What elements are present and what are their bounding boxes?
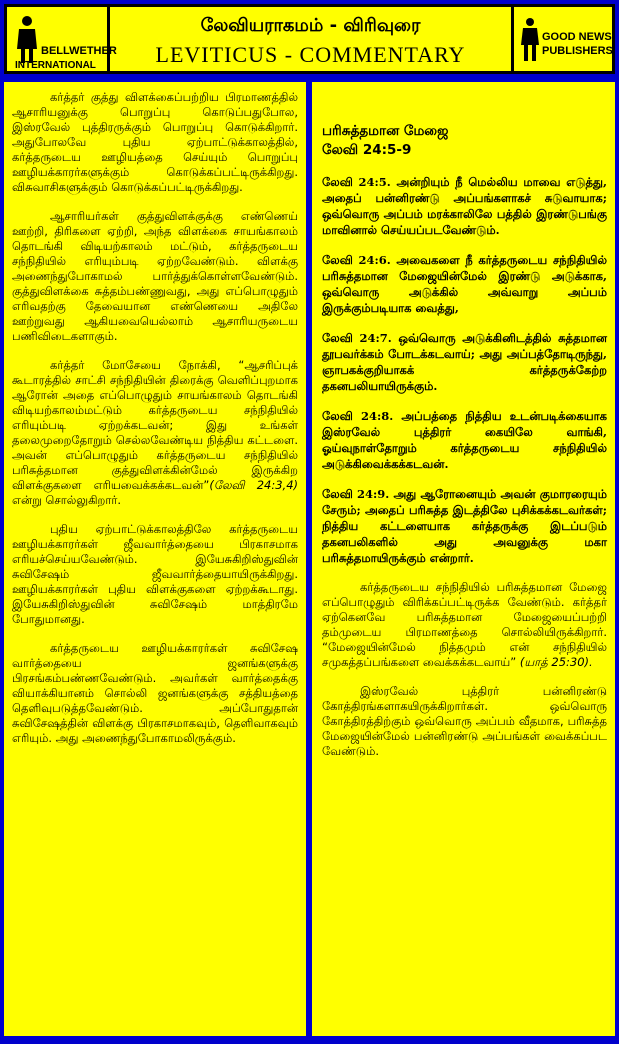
logo-left-line2: INTERNATIONAL [15,60,96,71]
commentary-paragraph-1 [322,580,607,670]
logo-right-line1: GOOD NEWS [542,31,612,43]
commentary-paragraph-2: இஸ்ரவேல் புத்திரர் பன்னிரண்டு கோத்திரங்களாகயிருக்கிறார்கள். ஒவ்வொரு கோத்திரத்திற்கும் ஒவ்வொரு அப்பம் வீதமாக, பரிசுத்த மேஜையின்மேல் பன்னிரண்டு அப்பங்கள் வைக்கப்பட வேண்டும். [322,684,607,758]
left-paragraph-4: புதிய ஏற்பாட்டுக்காலத்திலே கர்த்தருடைய ஊழியக்காரர்கள் ஜீவவார்த்தையை பிரகாசமாக எரியச்செய்யவேண்டும். இயேசுகிறிஸ்துவின் சுவிசேஷம் ஜீவவார்த்தையாயிருக்கிறது. ஊழியக்காரர்கள் புதிய விளக்குகளை ஏற்றக்கூடாது. இயேசுகிறிஸ்துவின் சுவிசேஷம் மாத்திரமே போதுமானது. [12,522,298,626]
right-column [312,82,615,1036]
logo-left-line1: BELLWETHER [41,45,117,57]
verse-24-7: லேவி 24:7. ஒவ்வொரு அடுக்கினிடத்தில் சுத்தமான தூபவர்க்கம் போடக்கடவாய்; அது அப்பத்தோடிருந்து, ஞாபகக்குறியாகக் கர்த்தருக்கேற்ற தகனபலியாயிருக்கும். [322,331,607,393]
logo-right-line2: PUBLISHERS [542,45,613,57]
left-column [4,82,306,1036]
quote-text: கர்த்தர் மோசேயை நோக்கி, “ஆசரிப்புக் கூடாரத்தில் சாட்சி சந்நிதியின் திரைக்கு வெளிப்புறமாக ஆரோன் அதை எப்பொழுதும் சாயங்காலம் தொடங்கி விடியற்காலம்மட்டும் கர்த்தருடைய சந்நிதியில் எரியும்படி ஏற்றக்கடவன்; இது உங்கள் தலைமுறைதோறும் செல்லவேண்டிய நித்திய கட்டளை. அவன் எப்பொழுதும் கர்த்தருடைய சந்நிதியில் பரிசுத்தமான குத்துவிளக்கின்மேல் இருக்கிற விளக்குகளை எரியவைக்கக்கடவன்” [12,358,298,492]
good-news-logo[interactable] [511,4,615,74]
scripture-reference: (லேவி 24:3,4) [209,478,298,492]
left-paragraph-2: ஆசாரியர்கள் குத்துவிளக்குக்கு எண்ணெய் ஊற்றி, திரிகளை ஏற்றி, அந்த விளக்கை சாயங்காலம் தொடங்கி விடியற்காலம் மட்டும், கர்த்தருடைய சந்நிதியில் எரியும்படி ஏற்றவேண்டும். விளக்கு அணைந்துபோகாமல் பார்த்துக்கொள்ளவேண்டும். குத்துவிளக்கை சுத்தம்பண்ணுவது, அது எப்பொழுதும் எரிவதற்கு தேவையான எண்ணெயை அதிலே ஊற்றுவது ஆகியவையெல்லாம் ஆசாரியருடைய பணிவிடைகளாகும். [12,209,298,343]
section-title-line2: லேவி 24:5-9 [322,142,412,158]
figure-icon [520,17,540,63]
title-english: LEVITICUS - COMMENTARY [155,42,466,67]
section-title-line1: பரிசுத்தமான மேஜை [322,123,449,139]
bell-figure-icon [15,15,39,65]
verse-24-5: லேவி 24:5. அன்றியும் நீ மெல்லிய மாவை எடுத்து, அதைப் பன்னிரண்டு அப்பங்களாகச் சுடுவாயாக; ஒவ்வொரு அப்பம் மரக்காலிலே பத்தில் இரண்டுபங்கு மாவினால் செய்யப்படவேண்டும். [322,175,607,237]
left-paragraph-3 [12,358,298,508]
commentary-text-1: கர்த்தருடைய சந்நிதியில் பரிசுத்தமான மேஜை எப்பொழுதும் விரிக்கப்பட்டிருக்க வேண்டும். கர்த்தர் ஏற்கெனவே பரிசுத்தமான மேஜையைப்பற்றி தம்முடைய பிரமாணத்தை சொல்லியிருக்கிறார். “மேஜையின்மேல் நித்தமும் என் சந்நிதியில் சமுகத்தப்பங்களை வைக்கக்கடவாய்” [322,580,607,669]
bellwether-logo[interactable] [4,4,117,74]
left-paragraph-1: கர்த்தர் குத்து விளக்கைப்பற்றிய பிரமாணத்தில் ஆசாரியனுக்கு பொறுப்பு கொடுப்பதுபோல, இஸ்ரவேல் புத்திரருக்கும் பொறுப்பு கொடுக்கிறார். அதுபோலவே புதிய ஏற்பாட்டுக்காலத்தில், கர்த்தருடைய ஊழியத்தை செய்யும் பொறுப்பு ஊழியக்காரர்களுக்கும் கொடுக்கப்பட்டிருக்கிறது. விசுவாசிகளுக்கும் கொடுக்கப்பட்டிருக்கிறது. [12,90,298,194]
scripture-reference-right: (யாத் 25:30). [519,655,593,669]
quote-suffix: என்று சொல்லுகிறார். [12,493,122,507]
header [4,4,615,74]
title-tamil: லேவியராகமம் - விரிவுரை [200,15,421,36]
section-title [322,122,607,160]
left-paragraph-5: கர்த்தருடைய ஊழியக்காரர்கள் சுவிசேஷ வார்த்தையை ஜனங்களுக்கு பிரசங்கம்பண்ணவேண்டும். அவர்கள் வார்த்தைக்கு வியாக்கியானம் சொல்லி ஜனங்களுக்கு சத்தியத்தை தெளிவுபடுத்தவேண்டும். அப்போதுதான் சுவிசேஷத்தின் விளக்கு பிரகாசமாகவும், தெளிவாகவும் எரியும். அது அணைந்துபோகாமலிருக்கும். [12,641,298,745]
verse-24-8: லேவி 24:8. அப்பத்தை நித்திய உடன்படிக்கையாக இஸ்ரவேல் புத்திரர் கையிலே வாங்கி, ஓய்வுநாள்தோறும் கர்த்தருடைய சந்நிதியில் அடுக்கிவைக்கக்கடவன். [322,409,607,471]
title-box [110,4,511,74]
verse-24-6: லேவி 24:6. அவைகளை நீ கர்த்தருடைய சந்நிதியில் பரிசுத்தமான மேஜையின்மேல் இரண்டு அடுக்காக, ஒவ்வொரு அடுக்கில் அவ்வாறு அப்பம் இருக்கும்படியாக வைத்து, [322,253,607,315]
verse-24-9: லேவி 24:9. அது ஆரோனையும் அவன் குமாரரையும் சேரும்; அதைப் பரிசுத்த இடத்திலே புசிக்கக்கடவர்கள்; நித்திய கட்டளையாக கர்த்தருக்கு இடப்படும் தகனபலிகளில் அது அவனுக்கு மகா பரிசுத்தமாயிருக்கும் என்றார். [322,487,607,565]
